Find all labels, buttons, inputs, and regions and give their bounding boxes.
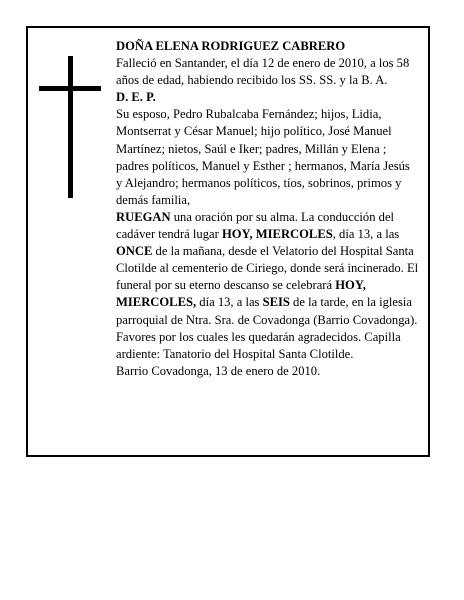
- time-label-1: ONCE: [116, 244, 153, 259]
- rip-abbreviation: D. E. P.: [116, 90, 156, 105]
- death-info: Falleció en Santander, el día 12 de enero de 2010, a los 58 años de edad, habiendo recibido los SS. SS. y la B. A.: [116, 56, 410, 88]
- day-label-1: HOY, MIERCOLES: [221, 227, 333, 242]
- request-text-5: de la tarde, en la iglesia parroquial de Ntra. Sra. de Covadonga (Barrio Covadonga). Favores por los cuales les quedarán agradecidos. Capilla ardiente: Tanatorio del Hospital Santa Clotilde.: [116, 295, 418, 361]
- time-label-2: SEIS: [262, 295, 290, 310]
- funeral-request: [116, 209, 419, 363]
- deceased-name: DOÑA ELENA RODRIGUEZ CABRERO: [116, 39, 346, 53]
- ruegan-label: RUEGAN: [116, 209, 171, 224]
- obituary-notice: [26, 26, 430, 457]
- request-text-2: , día 13, a las: [332, 227, 400, 242]
- request-text-4: día 13, a las: [196, 295, 263, 310]
- day-label-2: HOY, MIERCOLES,: [116, 278, 366, 310]
- request-text-3: de la mañana, desde el Velatorio del Hospital Santa Clotilde al cementerio de Ciriego, donde será incinerado. El funeral por su eterno descanso se celebrará: [116, 244, 419, 293]
- notice-text: [116, 38, 419, 380]
- request-text-1: una oración por su alma. La conducción del cadáver tendrá lugar: [116, 209, 395, 242]
- cross-vertical-bar: [68, 56, 73, 198]
- family-list: Su esposo, Pedro Rubalcaba Fernández; hijos, Lidia, Montserrat y César Manuel; hijo político, José Manuel Martínez; nietos, Saúl e Iker; padres, Millán y Elena ; padres políticos, Manuel y Esther ; hermanos, María Jesús y Alejandro; hermanos políticos, tíos, sobrinos, primos y demás familia,: [116, 107, 410, 207]
- place-date: Barrio Covadonga, 13 de enero de 2010.: [116, 363, 321, 378]
- cross-horizontal-bar: [39, 86, 101, 91]
